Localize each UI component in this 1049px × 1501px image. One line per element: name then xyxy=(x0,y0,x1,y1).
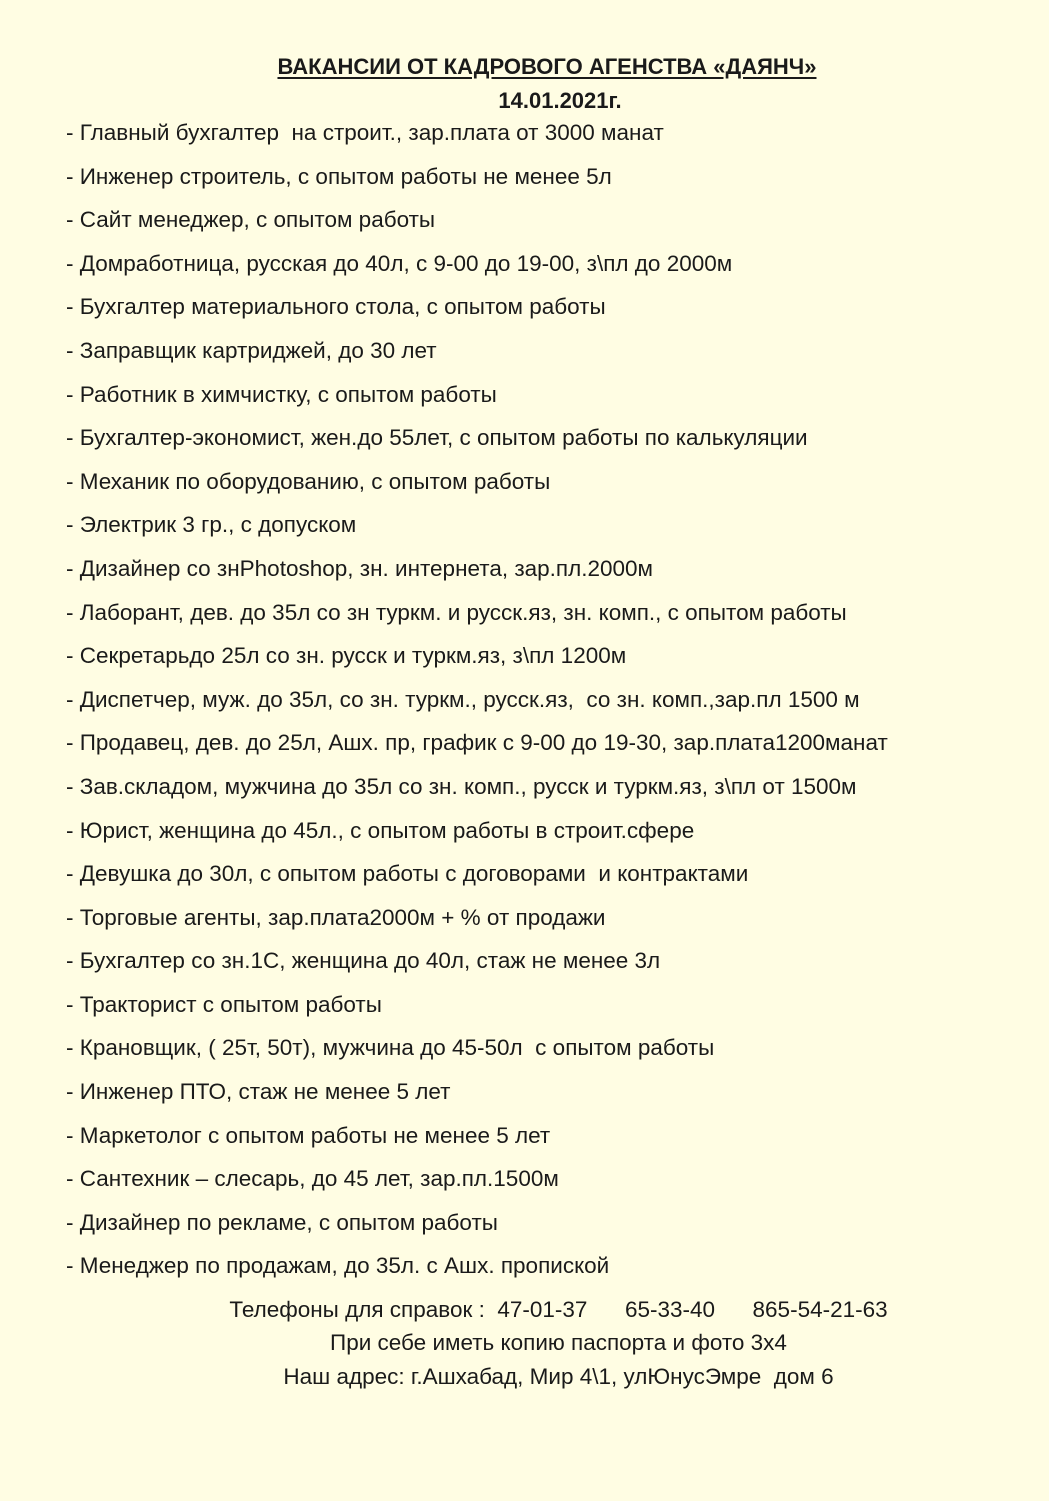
vacancy-item: - Дизайнер со знPhotoshop, зн. интернета, зар.пл.2000м xyxy=(66,555,654,581)
vacancy-item: - Тракторист с опытом работы xyxy=(66,991,382,1017)
vacancy-item: - Диспетчер, муж. до 35л, со зн. туркм., русск.яз, со зн. комп.,зар.пл 1500 м xyxy=(66,686,860,712)
document-date: 14.01.2021г. xyxy=(498,88,622,113)
vacancy-list xyxy=(66,117,888,1294)
vacancy-item: - Бухгалтер-экономист, жен.до 55лет, с опытом работы по калькуляции xyxy=(66,425,808,451)
vacancy-item: - Лаборант, дев. до 35л со зн туркм. и русск.яз, зн. комп., с опытом работы xyxy=(66,599,847,625)
vacancy-item: - Зав.складом, мужчина до 35л со зн. комп., русск и туркм.яз, з\пл от 1500м xyxy=(66,773,857,799)
vacancy-item: - Бухгалтер материального стола, с опытом работы xyxy=(66,294,606,320)
vacancy-item: - Юрист, женщина до 45л., с опытом работы в строит.сфере xyxy=(66,817,695,843)
phone-number: 865-54-21-63 xyxy=(752,1297,888,1322)
document-title: ВАКАНСИИ ОТ КАДРОВОГО АГЕНСТВА «ДАЯНЧ» xyxy=(277,54,817,79)
phone-number: 65-33-40 xyxy=(624,1297,716,1322)
vacancy-item: - Менеджер по продажам, до 35л. с Ашх. пропиской xyxy=(66,1253,610,1279)
vacancy-item: - Домработница, русская до 40л, с 9-00 до 19-00, з\пл до 2000м xyxy=(66,250,733,276)
vacancy-item: - Инженер ПТО, стаж не менее 5 лет xyxy=(66,1079,451,1105)
documents-note: При себе иметь копию паспорта и фото 3х4 xyxy=(330,1330,787,1355)
vacancy-item: - Инженер строитель, с опытом работы не менее 5л xyxy=(66,163,612,189)
vacancy-item: - Продавец, дев. до 25л, Ашх. пр, график с 9-00 до 19-30, зар.плата1200манат xyxy=(66,730,888,756)
vacancy-item: - Заправщик картриджей, до 30 лет xyxy=(66,337,437,363)
vacancy-item: - Девушка до 30л, с опытом работы с договорами и контрактами xyxy=(66,861,749,887)
vacancy-item: - Крановщик, ( 25т, 50т), мужчина до 45-50л с опытом работы xyxy=(66,1035,715,1061)
contact-phones xyxy=(0,1295,1049,1325)
agency-address: Наш адрес: г.Ашхабад, Мир 4\1, улЮнусЭмре дом 6 xyxy=(283,1364,834,1389)
vacancy-item: - Механик по оборудованию, с опытом работы xyxy=(66,468,551,494)
vacancy-item: - Работник в химчистку, с опытом работы xyxy=(66,381,497,407)
phone-number: 47-01-37 xyxy=(497,1297,588,1322)
vacancy-item: - Торговые агенты, зар.плата2000м + % от продажи xyxy=(66,904,606,930)
vacancy-item: - Дизайнер по рекламе, с опытом работы xyxy=(66,1209,498,1235)
vacancy-item: - Сайт менеджер, с опытом работы xyxy=(66,207,436,233)
vacancy-item: - Бухгалтер со зн.1С, женщина до 40л, стаж не менее 3л xyxy=(66,948,661,974)
vacancy-item: - Главный бухгалтер на строит., зар.плата от 3000 манат xyxy=(66,120,664,145)
vacancy-item: - Маркетолог с опытом работы не менее 5 лет xyxy=(66,1122,551,1148)
vacancy-item: - Сантехник – слесарь, до 45 лет, зар.пл.1500м xyxy=(66,1166,559,1192)
vacancy-item: - Электрик 3 гр., с допуском xyxy=(66,512,357,538)
vacancy-item: - Секретарьдо 25л со зн. русск и туркм.яз, з\пл 1200м xyxy=(66,643,627,669)
phones-label: Телефоны для справок : xyxy=(229,1297,485,1322)
